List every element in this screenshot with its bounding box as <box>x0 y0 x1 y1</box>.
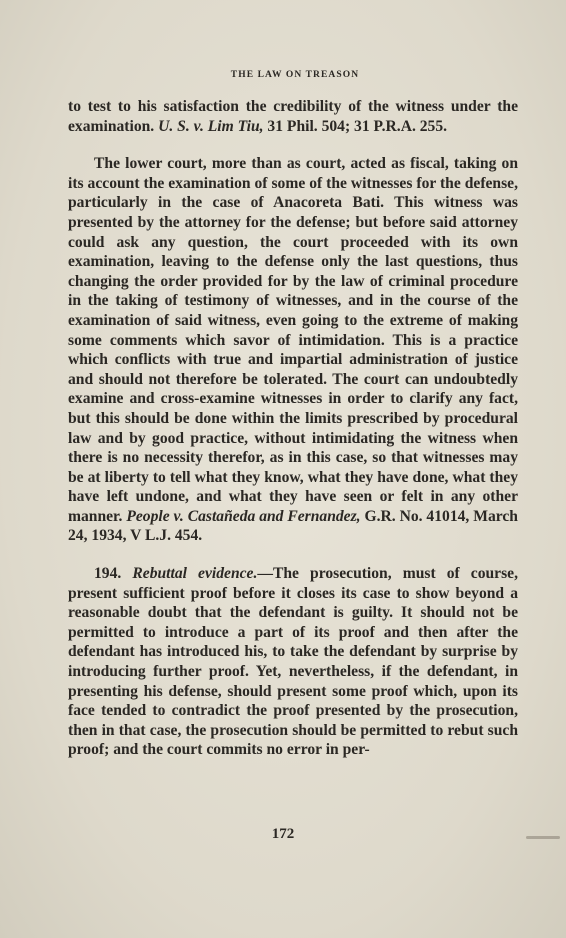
paragraph-continuation <box>68 97 518 136</box>
paragraph-lower-court <box>68 154 518 546</box>
case-citation: U. S. v. Lim Tiu, <box>158 117 264 135</box>
page-number: 172 <box>271 826 295 842</box>
case-citation: People v. Castañeda and Fernandez, <box>126 507 361 525</box>
ink-smudge <box>526 836 560 839</box>
paragraph-text: to test to his satisfaction the credibility of the witness under the examination. <box>68 98 518 135</box>
citation-reference: G.R. No. 41014, March 24, 1934, V L.J. 454. <box>68 507 518 545</box>
paragraph-text: The lower court, more than as court, acted as fiscal, taking on its account the examination of some of the witnesses for the defense, particularly in the case of Anacoreta Bati. This witness was presented by the attorney for the defense; but before said attorney could ask any question, the court proceeded with its own examination, leaving to the defense only the last questions, thus changing the order provided for by the law of criminal procedure in the taking of testimony of witnesses, and in the course of the examination of said witness, even going to the extreme of making some comments which savor of intimidation. This is a practice which conflicts with true and impartial administration of justice and should not therefore be tolerated. The court can undoubtedly examine and cross-examine witnesses in order to clarify any fact, but this should be done within the limits prescribed by procedural law and by good practice, without intimidating the witness when there is no necessity therefor, as in this case, so that witnesses may be at liberty to tell what they know, what they have done, what they have left undone, and what they have seen or felt in any other manner. <box>68 155 518 525</box>
running-head: THE LAW ON TREASON <box>230 70 360 80</box>
section-number: 194. <box>94 565 122 583</box>
paragraph-text: —The prosecution, must of course, present sufficient proof before it closes its case to show beyond a reasonable doubt that the defendant is guilty. It should not be permitted to introduce a part of its proof and then after the defendant has introduced his, to take the defendant by surprise by introducing further proof. Yet, nevertheless, if the defendant, in presenting his defense, should present some proof which, upon its face tended to contradict the proof presented by the prosecution, then in that case, the prosecution should be permitted to rebut such proof; and the court commits no error in per- <box>68 565 518 759</box>
citation-reference: 31 Phil. 504; 31 P.R.A. 255. <box>267 117 448 135</box>
section-heading: Rebuttal evidence. <box>132 565 258 583</box>
paragraph-rebuttal-evidence <box>68 564 518 760</box>
